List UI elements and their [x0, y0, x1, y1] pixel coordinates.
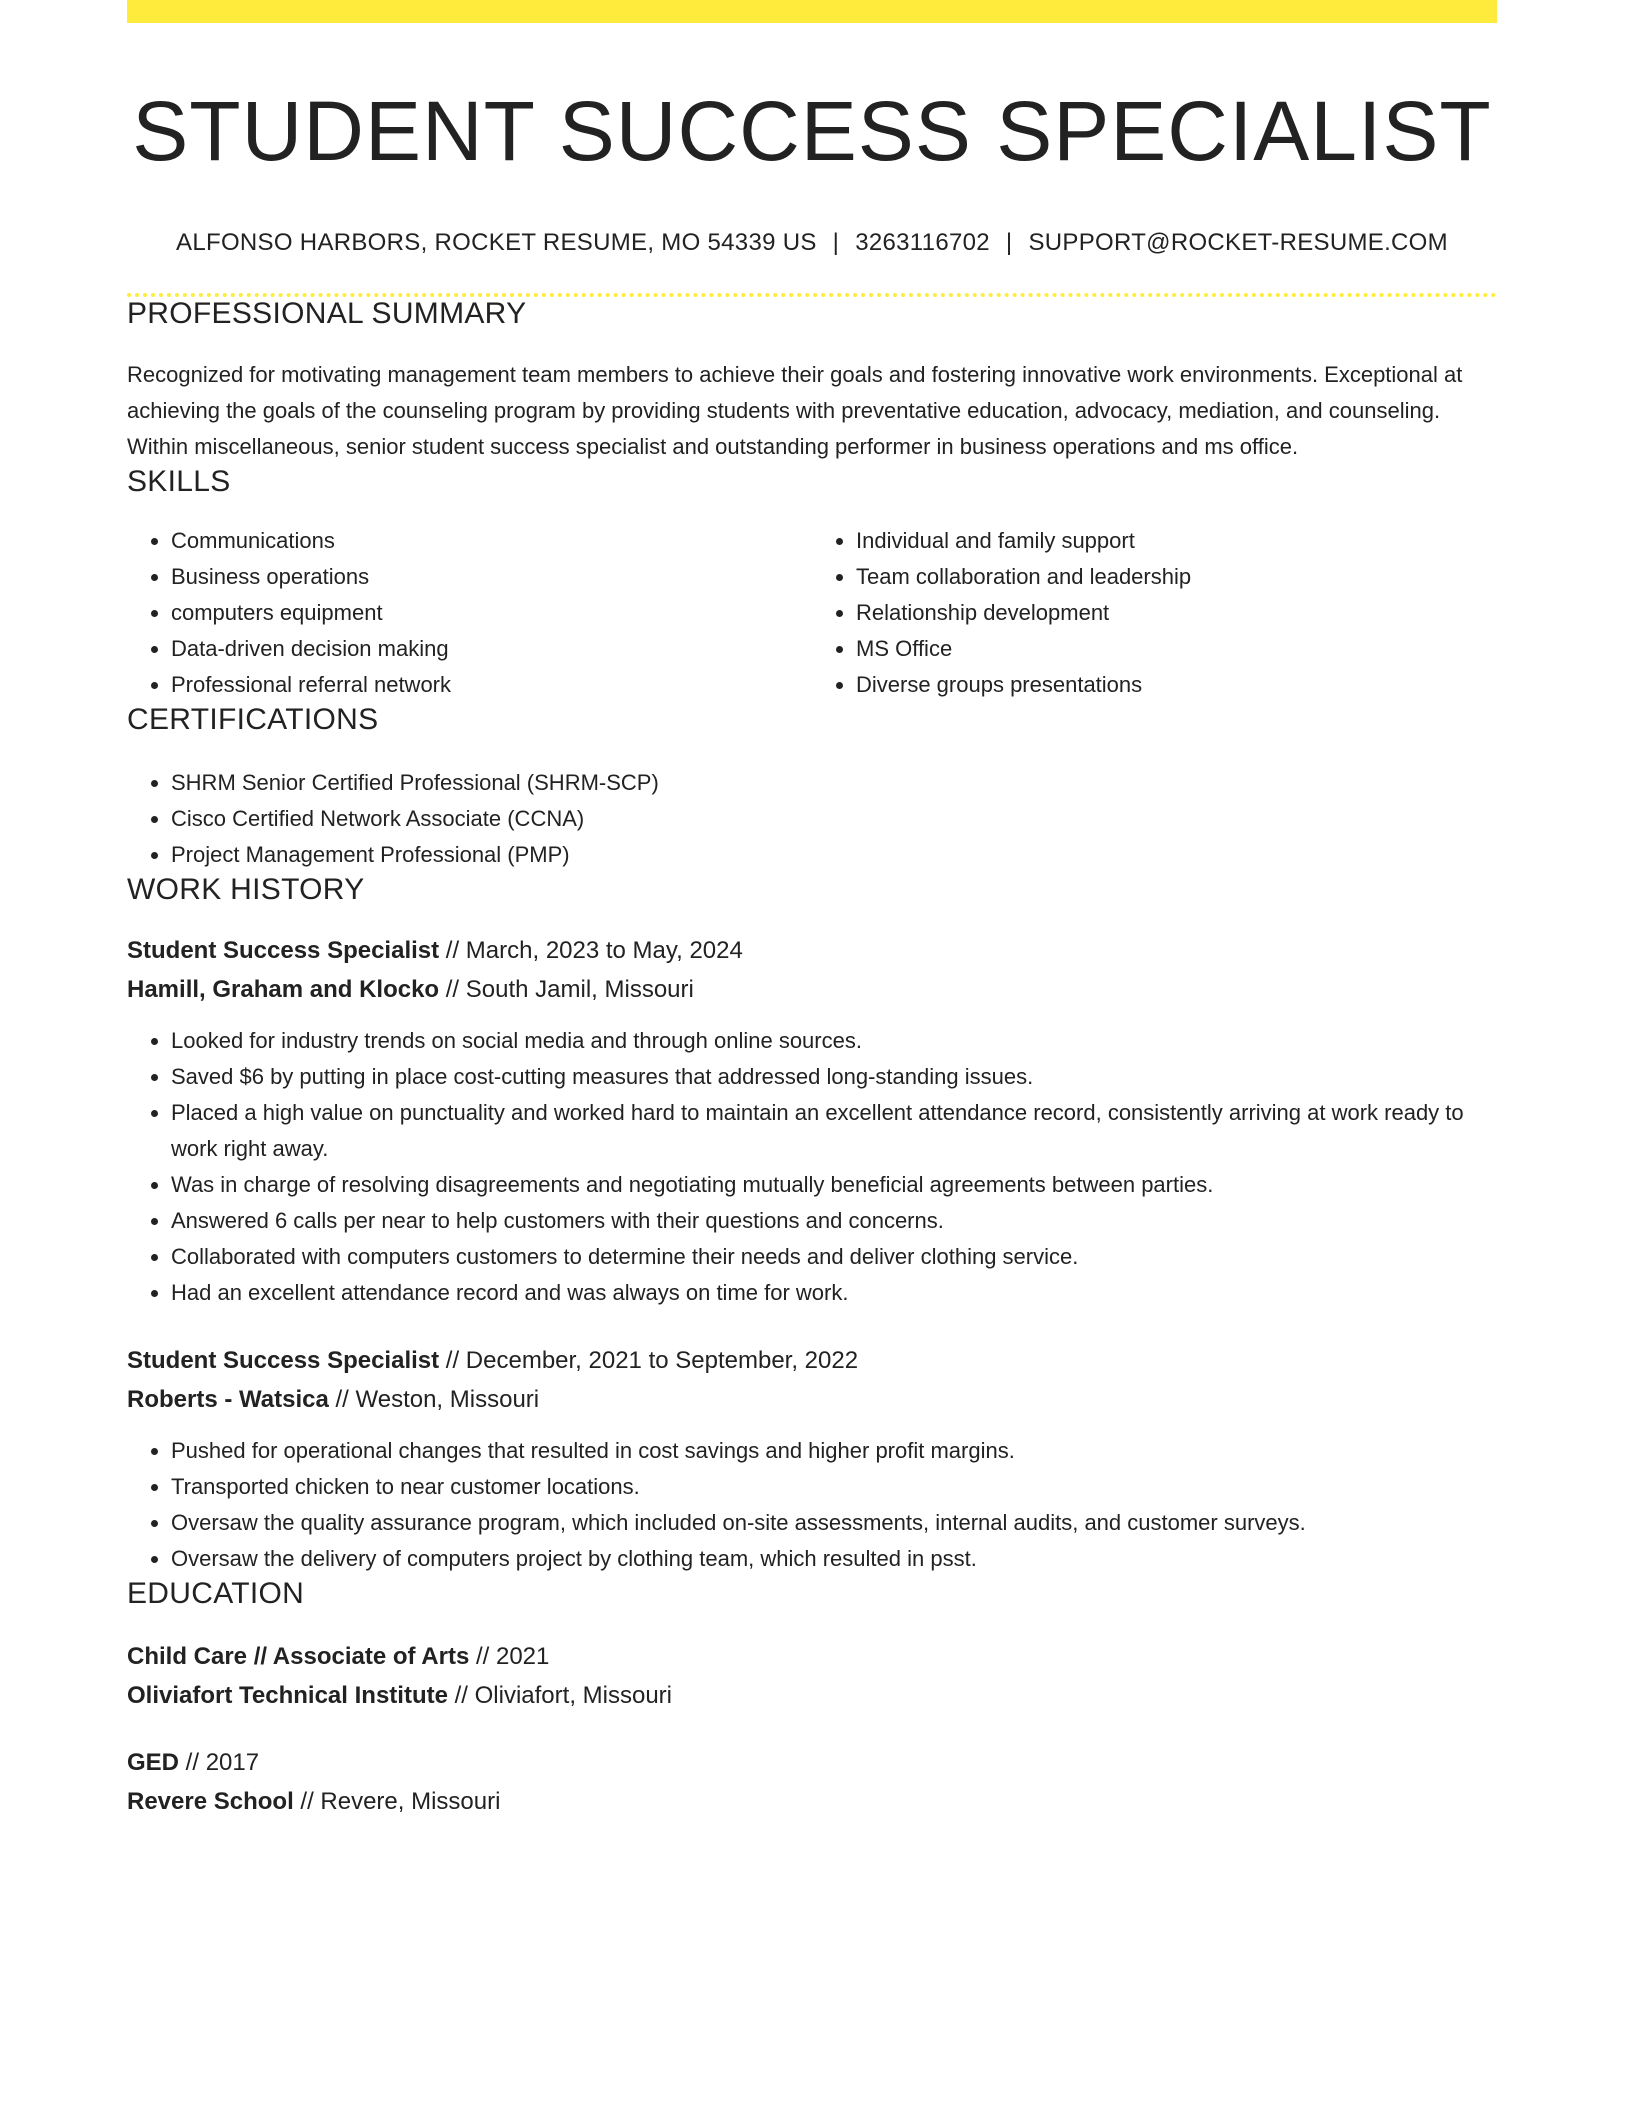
contact-line [127, 229, 1497, 257]
work-history-heading: WORK HISTORY [127, 873, 365, 907]
education-entry [127, 1637, 1497, 1715]
skills-section [127, 465, 1497, 703]
certification-item: • Project Management Professional (PMP) [171, 837, 1497, 873]
skills-heading: SKILLS [127, 465, 231, 499]
job-title-line [127, 931, 1497, 970]
resume-page [127, 0, 1497, 1821]
job-bullet: • Oversaw the delivery of computers project by clothing team, which resulted in psst. [171, 1541, 1497, 1577]
job-title: Student Success Specialist [127, 1347, 440, 1375]
education-degree: GED [127, 1749, 180, 1777]
job-bullets [127, 1023, 1497, 1311]
job-bullet: • Looked for industry trends on social media and through online sources. [171, 1023, 1497, 1059]
skill-item: • Team collaboration and leadership [856, 559, 1497, 595]
education-location: // Revere, Missouri [293, 1788, 501, 1816]
skill-item: • Diverse groups presentations [856, 667, 1497, 703]
job-bullet: • Transported chicken to near customer locations. [171, 1469, 1497, 1505]
certifications-list [127, 765, 1497, 873]
contact-separator: | [832, 229, 840, 257]
job-dates: // March, 2023 to May, 2024 [439, 937, 743, 965]
job-bullet: • Collaborated with computers customers to determine their needs and deliver clothing service. [171, 1239, 1497, 1275]
job-company-line [127, 1380, 1497, 1419]
education-entry [127, 1743, 1497, 1821]
summary-heading: PROFESSIONAL SUMMARY [127, 297, 527, 331]
skill-item: • computers equipment [171, 595, 812, 631]
education-year: // 2021 [469, 1643, 550, 1671]
summary-section [127, 297, 1497, 465]
education-school-line [127, 1676, 1497, 1715]
skill-item: • Business operations [171, 559, 812, 595]
job-bullet: • Placed a high value on punctuality and worked hard to maintain an excellent attendance record, consistently arriving at work ready to work right away. [171, 1095, 1497, 1167]
certifications-section [127, 703, 1497, 873]
contact-email: SUPPORT@ROCKET-RESUME.COM [1028, 229, 1448, 257]
education-school: Revere School [127, 1788, 294, 1816]
skill-item: • MS Office [856, 631, 1497, 667]
job-bullet: • Oversaw the quality assurance program, which included on-site assessments, internal audits, and customer surveys. [171, 1505, 1497, 1541]
skill-item: • Individual and family support [856, 523, 1497, 559]
education-degree-line [127, 1743, 1497, 1782]
job-title: Student Success Specialist [127, 937, 440, 965]
certification-item: • SHRM Senior Certified Professional (SHRM-SCP) [171, 765, 1497, 801]
skills-list-right [812, 523, 1497, 703]
job-company: Roberts - Watsica [127, 1386, 329, 1414]
skill-item: • Relationship development [856, 595, 1497, 631]
job-company-line [127, 970, 1497, 1009]
education-degree-line [127, 1637, 1497, 1676]
skills-grid [127, 523, 1497, 703]
education-location: // Oliviafort, Missouri [447, 1682, 672, 1710]
skill-item: • Communications [171, 523, 812, 559]
education-school: Oliviafort Technical Institute [127, 1682, 448, 1710]
job-entry [127, 1341, 1497, 1577]
skills-list-left [127, 523, 812, 703]
job-bullet: • Saved $6 by putting in place cost-cutting measures that addressed long-standing issues. [171, 1059, 1497, 1095]
education-school-line [127, 1782, 1497, 1821]
work-history-section [127, 873, 1497, 1577]
contact-address: ALFONSO HARBORS, ROCKET RESUME, MO 54339 US [176, 229, 817, 257]
certifications-heading: CERTIFICATIONS [127, 703, 379, 737]
job-bullets [127, 1433, 1497, 1577]
job-title-line [127, 1341, 1497, 1380]
job-bullet: • Answered 6 calls per near to help customers with their questions and concerns. [171, 1203, 1497, 1239]
job-company: Hamill, Graham and Klocko [127, 976, 440, 1004]
job-location: // Weston, Missouri [328, 1386, 540, 1414]
job-bullet: • Had an excellent attendance record and was always on time for work. [171, 1275, 1497, 1311]
contact-phone: 3263116702 [855, 229, 990, 257]
accent-top-bar [127, 0, 1497, 23]
job-bullet: • Was in charge of resolving disagreements and negotiating mutually beneficial agreements between parties. [171, 1167, 1497, 1203]
education-year: // 2017 [179, 1749, 260, 1777]
education-heading: EDUCATION [127, 1577, 305, 1611]
skill-item: • Data-driven decision making [171, 631, 812, 667]
job-location: // South Jamil, Missouri [439, 976, 694, 1004]
job-dates: // December, 2021 to September, 2022 [439, 1347, 859, 1375]
job-bullet: • Pushed for operational changes that resulted in cost savings and higher profit margins. [171, 1433, 1497, 1469]
education-section [127, 1577, 1497, 1821]
certification-item: • Cisco Certified Network Associate (CCNA) [171, 801, 1497, 837]
education-degree: Child Care // Associate of Arts [127, 1643, 470, 1671]
skill-item: • Professional referral network [171, 667, 812, 703]
resume-title: STUDENT SUCCESS SPECIALIST [132, 84, 1492, 178]
contact-separator: | [1005, 229, 1013, 257]
summary-text: Recognized for motivating management team members to achieve their goals and fostering innovative work environments. Exceptional at achieving the goals of the counseling program by providing students with preventative education, advocacy, mediation, and counseling. Within miscellaneous, senior student success specialist and outstanding performer in business operations and ms office. [127, 362, 1463, 460]
job-entry [127, 931, 1497, 1311]
